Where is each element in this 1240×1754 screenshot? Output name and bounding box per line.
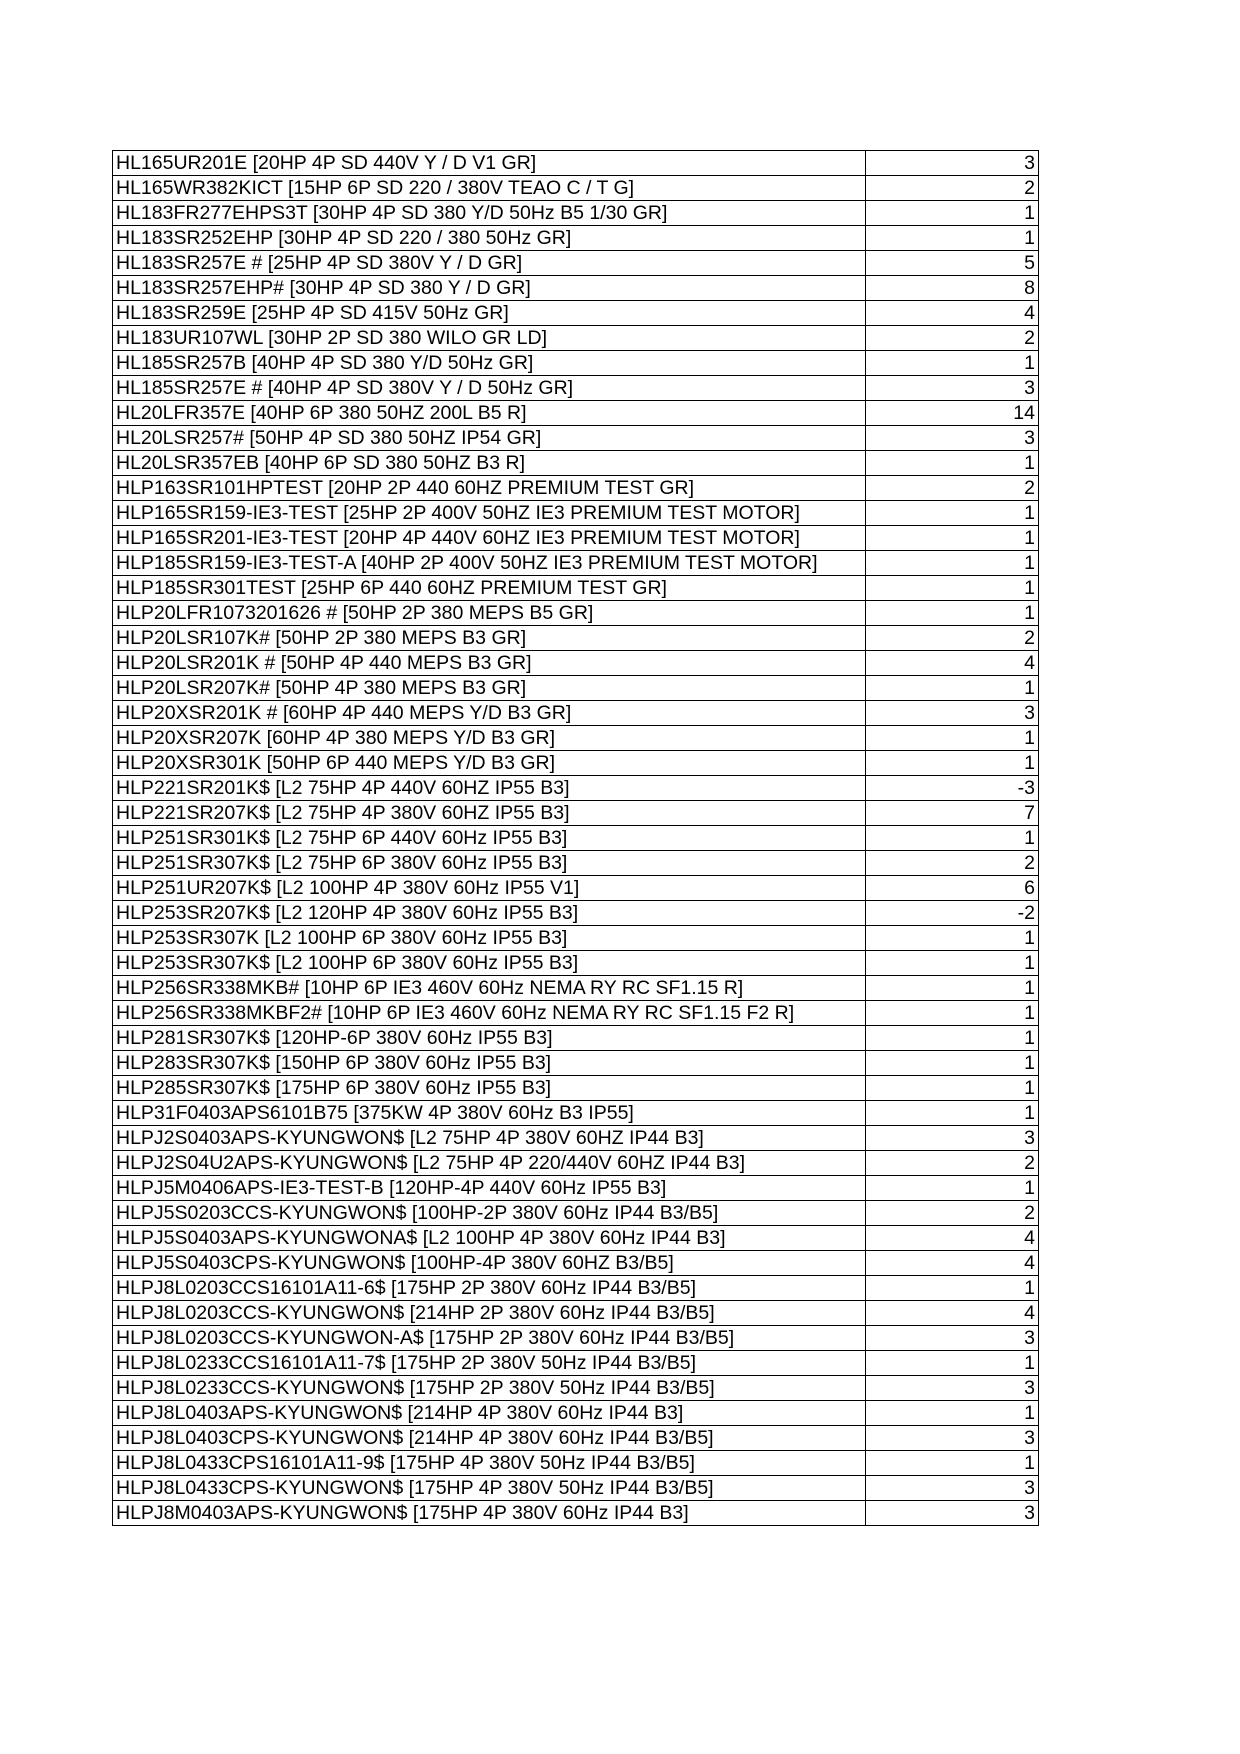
quantity-cell: 4 xyxy=(866,1226,1039,1251)
quantity-cell: 1 xyxy=(866,526,1039,551)
table-row xyxy=(113,401,1039,426)
table-row xyxy=(113,151,1039,176)
item-description-cell: HLP20XSR207K [60HP 4P 380 MEPS Y/D B3 GR] xyxy=(113,726,866,751)
quantity-cell: 2 xyxy=(866,326,1039,351)
table-row xyxy=(113,1126,1039,1151)
table-row xyxy=(113,426,1039,451)
item-description-cell: HL20LSR357EB [40HP 6P SD 380 50HZ B3 R] xyxy=(113,451,866,476)
quantity-cell: 3 xyxy=(866,1426,1039,1451)
quantity-cell: 1 xyxy=(866,576,1039,601)
table-row xyxy=(113,1226,1039,1251)
item-description-cell: HL20LFR357E [40HP 6P 380 50HZ 200L B5 R] xyxy=(113,401,866,426)
table-row xyxy=(113,376,1039,401)
quantity-cell: 3 xyxy=(866,376,1039,401)
table-row xyxy=(113,1376,1039,1401)
quantity-cell: 1 xyxy=(866,601,1039,626)
item-description-cell: HL20LSR257# [50HP 4P SD 380 50HZ IP54 GR] xyxy=(113,426,866,451)
quantity-cell: 4 xyxy=(866,651,1039,676)
item-description-cell: HLP20LFR1073201626 # [50HP 2P 380 MEPS B5 GR] xyxy=(113,601,866,626)
inventory-table-body xyxy=(113,151,1039,1526)
item-description-cell: HLP256SR338MKBF2# [10HP 6P IE3 460V 60Hz NEMA RY RC SF1.15 F2 R] xyxy=(113,1001,866,1026)
table-row xyxy=(113,1251,1039,1276)
quantity-cell: 1 xyxy=(866,1001,1039,1026)
item-description-cell: HLPJ8L0403APS-KYUNGWON$ [214HP 4P 380V 60Hz IP44 B3] xyxy=(113,1401,866,1426)
item-description-cell: HLP285SR307K$ [175HP 6P 380V 60Hz IP55 B3] xyxy=(113,1076,866,1101)
item-description-cell: HL165UR201E [20HP 4P SD 440V Y / D V1 GR] xyxy=(113,151,866,176)
quantity-cell: 7 xyxy=(866,801,1039,826)
table-row xyxy=(113,1426,1039,1451)
quantity-cell: 3 xyxy=(866,701,1039,726)
item-description-cell: HLP221SR207K$ [L2 75HP 4P 380V 60HZ IP55 B3] xyxy=(113,801,866,826)
quantity-cell: 1 xyxy=(866,351,1039,376)
quantity-cell: 2 xyxy=(866,626,1039,651)
item-description-cell: HL183SR259E [25HP 4P SD 415V 50Hz GR] xyxy=(113,301,866,326)
item-description-cell: HLP251SR307K$ [L2 75HP 6P 380V 60Hz IP55 B3] xyxy=(113,851,866,876)
item-description-cell: HLPJ8L0203CCS-KYUNGWON-A$ [175HP 2P 380V 60Hz IP44 B3/B5] xyxy=(113,1326,866,1351)
quantity-cell: 1 xyxy=(866,1026,1039,1051)
table-row xyxy=(113,1326,1039,1351)
item-description-cell: HL183SR252EHP [30HP 4P SD 220 / 380 50Hz GR] xyxy=(113,226,866,251)
table-row xyxy=(113,1401,1039,1426)
item-description-cell: HLP253SR307K [L2 100HP 6P 380V 60Hz IP55 B3] xyxy=(113,926,866,951)
item-description-cell: HLP20LSR107K# [50HP 2P 380 MEPS B3 GR] xyxy=(113,626,866,651)
quantity-cell: 1 xyxy=(866,1176,1039,1201)
table-row xyxy=(113,576,1039,601)
table-row xyxy=(113,901,1039,926)
item-description-cell: HLP281SR307K$ [120HP-6P 380V 60Hz IP55 B3] xyxy=(113,1026,866,1051)
table-row xyxy=(113,1051,1039,1076)
quantity-cell: 3 xyxy=(866,151,1039,176)
quantity-cell: 3 xyxy=(866,1501,1039,1526)
table-row xyxy=(113,676,1039,701)
table-row xyxy=(113,601,1039,626)
item-description-cell: HLPJ8L0203CCS-KYUNGWON$ [214HP 2P 380V 60Hz IP44 B3/B5] xyxy=(113,1301,866,1326)
item-description-cell: HL165WR382KICT [15HP 6P SD 220 / 380V TEAO C / T G] xyxy=(113,176,866,201)
quantity-cell: 1 xyxy=(866,1401,1039,1426)
table-row xyxy=(113,1451,1039,1476)
quantity-cell: 3 xyxy=(866,426,1039,451)
table-row xyxy=(113,776,1039,801)
quantity-cell: 5 xyxy=(866,251,1039,276)
table-row xyxy=(113,1176,1039,1201)
item-description-cell: HLPJ8L0203CCS16101A11-6$ [175HP 2P 380V 60Hz IP44 B3/B5] xyxy=(113,1276,866,1301)
table-row xyxy=(113,926,1039,951)
table-row xyxy=(113,301,1039,326)
item-description-cell: HL183FR277EHPS3T [30HP 4P SD 380 Y/D 50Hz B5 1/30 GR] xyxy=(113,201,866,226)
table-row xyxy=(113,201,1039,226)
quantity-cell: 1 xyxy=(866,726,1039,751)
item-description-cell: HLP31F0403APS6101B75 [375KW 4P 380V 60Hz B3 IP55] xyxy=(113,1101,866,1126)
item-description-cell: HLPJ5S0403CPS-KYUNGWON$ [100HP-4P 380V 60HZ B3/B5] xyxy=(113,1251,866,1276)
item-description-cell: HLPJ2S04U2APS-KYUNGWON$ [L2 75HP 4P 220/440V 60HZ IP44 B3] xyxy=(113,1151,866,1176)
item-description-cell: HLP163SR101HPTEST [20HP 2P 440 60HZ PREMIUM TEST GR] xyxy=(113,476,866,501)
quantity-cell: 1 xyxy=(866,751,1039,776)
item-description-cell: HL183SR257E # [25HP 4P SD 380V Y / D GR] xyxy=(113,251,866,276)
quantity-cell: 4 xyxy=(866,301,1039,326)
table-row xyxy=(113,501,1039,526)
item-description-cell: HLPJ8L0403CPS-KYUNGWON$ [214HP 4P 380V 60Hz IP44 B3/B5] xyxy=(113,1426,866,1451)
table-row xyxy=(113,176,1039,201)
quantity-cell: 2 xyxy=(866,851,1039,876)
table-row xyxy=(113,1476,1039,1501)
table-row xyxy=(113,826,1039,851)
table-row xyxy=(113,526,1039,551)
table-row xyxy=(113,626,1039,651)
quantity-cell: 1 xyxy=(866,1051,1039,1076)
table-row xyxy=(113,726,1039,751)
item-description-cell: HLP253SR307K$ [L2 100HP 6P 380V 60Hz IP55 B3] xyxy=(113,951,866,976)
table-row xyxy=(113,326,1039,351)
quantity-cell: 14 xyxy=(866,401,1039,426)
quantity-cell: 2 xyxy=(866,1201,1039,1226)
quantity-cell: 1 xyxy=(866,551,1039,576)
item-description-cell: HLP256SR338MKB# [10HP 6P IE3 460V 60Hz NEMA RY RC SF1.15 R] xyxy=(113,976,866,1001)
item-description-cell: HLP20LSR207K# [50HP 4P 380 MEPS B3 GR] xyxy=(113,676,866,701)
table-row xyxy=(113,1001,1039,1026)
table-row xyxy=(113,451,1039,476)
table-row xyxy=(113,951,1039,976)
item-description-cell: HLP165SR201-IE3-TEST [20HP 4P 440V 60HZ IE3 PREMIUM TEST MOTOR] xyxy=(113,526,866,551)
item-description-cell: HLP20XSR301K [50HP 6P 440 MEPS Y/D B3 GR] xyxy=(113,751,866,776)
table-row xyxy=(113,876,1039,901)
item-description-cell: HLP251UR207K$ [L2 100HP 4P 380V 60Hz IP55 V1] xyxy=(113,876,866,901)
quantity-cell: 1 xyxy=(866,676,1039,701)
table-row xyxy=(113,1101,1039,1126)
table-row xyxy=(113,351,1039,376)
item-description-cell: HL185SR257B [40HP 4P SD 380 Y/D 50Hz GR] xyxy=(113,351,866,376)
quantity-cell: 1 xyxy=(866,1351,1039,1376)
item-description-cell: HL183UR107WL [30HP 2P SD 380 WILO GR LD] xyxy=(113,326,866,351)
quantity-cell: 4 xyxy=(866,1301,1039,1326)
item-description-cell: HLP185SR159-IE3-TEST-A [40HP 2P 400V 50HZ IE3 PREMIUM TEST MOTOR] xyxy=(113,551,866,576)
item-description-cell: HLP253SR207K$ [L2 120HP 4P 380V 60Hz IP55 B3] xyxy=(113,901,866,926)
table-row xyxy=(113,551,1039,576)
table-row xyxy=(113,251,1039,276)
quantity-cell: 1 xyxy=(866,1451,1039,1476)
item-description-cell: HL183SR257EHP# [30HP 4P SD 380 Y / D GR] xyxy=(113,276,866,301)
quantity-cell: 2 xyxy=(866,176,1039,201)
quantity-cell: 2 xyxy=(866,476,1039,501)
item-description-cell: HLPJ8L0233CCS16101A11-7$ [175HP 2P 380V 50Hz IP44 B3/B5] xyxy=(113,1351,866,1376)
table-row xyxy=(113,701,1039,726)
item-description-cell: HLPJ8L0433CPS-KYUNGWON$ [175HP 4P 380V 50Hz IP44 B3/B5] xyxy=(113,1476,866,1501)
item-description-cell: HLP165SR159-IE3-TEST [25HP 2P 400V 50HZ IE3 PREMIUM TEST MOTOR] xyxy=(113,501,866,526)
table-row xyxy=(113,276,1039,301)
quantity-cell: 1 xyxy=(866,226,1039,251)
item-description-cell: HLPJ5M0406APS-IE3-TEST-B [120HP-4P 440V 60Hz IP55 B3] xyxy=(113,1176,866,1201)
quantity-cell: 2 xyxy=(866,1151,1039,1176)
table-row xyxy=(113,751,1039,776)
table-row xyxy=(113,476,1039,501)
quantity-cell: 3 xyxy=(866,1326,1039,1351)
table-row xyxy=(113,1301,1039,1326)
table-row xyxy=(113,1076,1039,1101)
quantity-cell: 3 xyxy=(866,1376,1039,1401)
item-description-cell: HLP221SR201K$ [L2 75HP 4P 440V 60HZ IP55 B3] xyxy=(113,776,866,801)
quantity-cell: 3 xyxy=(866,1476,1039,1501)
item-description-cell: HLP185SR301TEST [25HP 6P 440 60HZ PREMIUM TEST GR] xyxy=(113,576,866,601)
quantity-cell: 1 xyxy=(866,1101,1039,1126)
item-description-cell: HL185SR257E # [40HP 4P SD 380V Y / D 50Hz GR] xyxy=(113,376,866,401)
item-description-cell: HLP20XSR201K # [60HP 4P 440 MEPS Y/D B3 GR] xyxy=(113,701,866,726)
table-row xyxy=(113,976,1039,1001)
table-row xyxy=(113,801,1039,826)
table-row xyxy=(113,1026,1039,1051)
item-description-cell: HLPJ8M0403APS-KYUNGWON$ [175HP 4P 380V 60Hz IP44 B3] xyxy=(113,1501,866,1526)
table-row xyxy=(113,1276,1039,1301)
quantity-cell: -3 xyxy=(866,776,1039,801)
quantity-cell: 1 xyxy=(866,926,1039,951)
item-description-cell: HLPJ5S0403APS-KYUNGWONA$ [L2 100HP 4P 380V 60Hz IP44 B3] xyxy=(113,1226,866,1251)
quantity-cell: 8 xyxy=(866,276,1039,301)
quantity-cell: 1 xyxy=(866,976,1039,1001)
item-description-cell: HLPJ2S0403APS-KYUNGWON$ [L2 75HP 4P 380V 60HZ IP44 B3] xyxy=(113,1126,866,1151)
quantity-cell: 1 xyxy=(866,1076,1039,1101)
quantity-cell: 1 xyxy=(866,501,1039,526)
quantity-cell: 1 xyxy=(866,201,1039,226)
item-description-cell: HLP283SR307K$ [150HP 6P 380V 60Hz IP55 B3] xyxy=(113,1051,866,1076)
table-row xyxy=(113,226,1039,251)
item-description-cell: HLP20LSR201K # [50HP 4P 440 MEPS B3 GR] xyxy=(113,651,866,676)
item-description-cell: HLP251SR301K$ [L2 75HP 6P 440V 60Hz IP55 B3] xyxy=(113,826,866,851)
table-row xyxy=(113,1501,1039,1526)
table-row xyxy=(113,1201,1039,1226)
item-description-cell: HLPJ8L0233CCS-KYUNGWON$ [175HP 2P 380V 50Hz IP44 B3/B5] xyxy=(113,1376,866,1401)
table-row xyxy=(113,851,1039,876)
table-row xyxy=(113,1351,1039,1376)
quantity-cell: 1 xyxy=(866,1276,1039,1301)
quantity-cell: 3 xyxy=(866,1126,1039,1151)
quantity-cell: 1 xyxy=(866,951,1039,976)
quantity-cell: 1 xyxy=(866,451,1039,476)
inventory-table xyxy=(112,150,1039,1526)
quantity-cell: 4 xyxy=(866,1251,1039,1276)
quantity-cell: -2 xyxy=(866,901,1039,926)
table-row xyxy=(113,651,1039,676)
item-description-cell: HLPJ8L0433CPS16101A11-9$ [175HP 4P 380V 50Hz IP44 B3/B5] xyxy=(113,1451,866,1476)
table-row xyxy=(113,1151,1039,1176)
quantity-cell: 1 xyxy=(866,826,1039,851)
item-description-cell: HLPJ5S0203CCS-KYUNGWON$ [100HP-2P 380V 60Hz IP44 B3/B5] xyxy=(113,1201,866,1226)
quantity-cell: 6 xyxy=(866,876,1039,901)
